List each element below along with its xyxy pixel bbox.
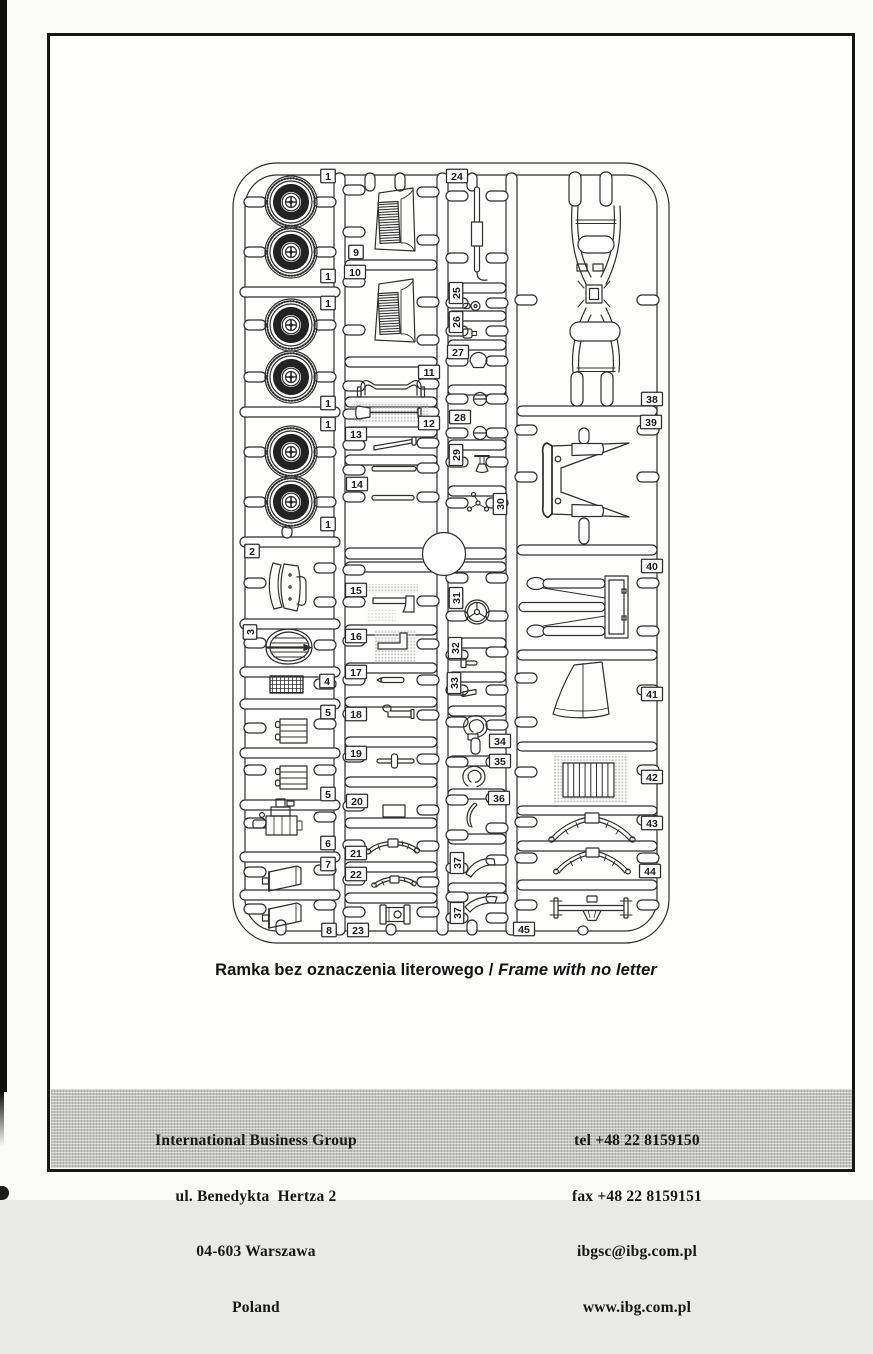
part-label-16 [346,629,367,643]
part-label-31 [449,588,463,609]
part-label-42 [642,770,663,784]
part-label-34 [490,734,511,748]
part-13-rod [374,437,416,450]
svg-text:8: 8 [326,924,332,937]
svg-text:27: 27 [452,346,464,359]
svg-text:29: 29 [450,449,463,461]
scan-edge-blob [0,1186,9,1200]
svg-text:30: 30 [494,498,507,510]
svg-text:6: 6 [325,837,331,850]
part-43-leaf-spring [549,813,635,842]
part-2-seat [269,563,306,611]
svg-text:41: 41 [646,688,658,701]
svg-text:14: 14 [351,478,363,491]
part-14-rods [372,467,416,501]
part-36-bent-rod [467,803,477,827]
svg-text:22: 22 [350,868,362,881]
diagram-caption [32,961,840,980]
svg-text:18: 18 [350,708,362,721]
part-label-5 [321,705,336,719]
svg-text:3: 3 [244,629,257,635]
mold-circle [423,533,466,576]
part-31-steering-wheel [465,600,489,624]
svg-text:31: 31 [450,592,463,604]
svg-text:1: 1 [325,170,331,183]
part-9-radiator-shell [375,188,415,251]
part-label-22 [346,867,367,881]
part-label-13 [346,427,367,441]
part-23-drum [380,905,410,924]
svg-text:5: 5 [325,706,331,719]
part-label-1 [321,396,336,410]
svg-text:7: 7 [325,858,331,871]
part-5-louver-panel-a [276,719,308,743]
part-21-leaf-spring [366,839,420,854]
svg-text:37: 37 [451,907,464,919]
svg-text:13: 13 [350,428,362,441]
part-3-grille-shell [266,629,312,664]
part-label-35 [490,754,511,768]
part-label-33 [447,673,461,694]
svg-text:1: 1 [325,270,331,283]
svg-text:44: 44 [644,865,656,878]
svg-text:36: 36 [493,792,505,805]
part-38-chassis-frame [569,172,620,406]
svg-text:1: 1 [325,518,331,531]
part-label-24 [447,169,468,183]
svg-text:37: 37 [451,857,464,869]
wheel-drawing [265,476,317,528]
part-42-radiator-core [553,754,628,803]
part-label-14 [347,477,368,491]
svg-text:11: 11 [423,366,435,379]
part-label-3 [243,625,257,640]
part-41-cowl [553,662,609,718]
wheel-drawing [265,351,317,403]
part-label-27 [448,345,469,359]
part-27-half-dome [470,353,487,368]
part-label-38 [642,392,663,406]
wheel-drawing [265,226,317,278]
part-label-9 [349,245,364,259]
part-label-5 [321,787,336,801]
part-10-radiator-shell [375,279,415,342]
footer-band [51,1089,852,1316]
svg-text:19: 19 [350,747,362,760]
svg-text:42: 42 [646,771,658,784]
svg-text:1: 1 [325,397,331,410]
part-11-bumper [358,381,425,397]
svg-text:20: 20 [351,795,363,808]
scan-edge-strip [0,0,7,1092]
part-4-mesh-panel [270,676,303,693]
part-label-1 [321,169,336,183]
caption-polish: Ramka bez oznaczenia literowego [215,961,485,979]
wheel-drawing [265,176,317,228]
part-label-20 [347,794,368,808]
svg-text:1: 1 [325,297,331,310]
part-label-32 [448,638,462,659]
svg-text:21: 21 [350,847,362,860]
caption-separator: / [484,961,499,979]
part-45-front-axle [550,896,632,921]
part-label-7 [321,857,336,871]
part-1-wheels [265,176,317,528]
svg-text:1: 1 [325,418,331,431]
svg-text:10: 10 [349,266,361,279]
part-15-lever [366,584,418,623]
part-20-plate [383,805,405,817]
part-label-8 [322,923,337,937]
footer-country: Poland [232,1298,280,1316]
svg-text:15: 15 [350,584,362,597]
part-label-1 [321,296,336,310]
svg-text:2: 2 [249,545,255,558]
part-label-11 [419,365,440,379]
svg-text:33: 33 [448,677,461,689]
svg-text:24: 24 [451,170,463,183]
part-label-29 [449,445,463,466]
svg-text:12: 12 [423,417,435,430]
part-22-leaf-spring [372,876,416,887]
svg-text:17: 17 [350,666,362,679]
sprue-diagram [227,155,675,951]
part-label-25 [449,283,463,304]
wheel-drawing [265,299,317,351]
svg-text:43: 43 [646,817,658,830]
part-label-45 [514,922,535,936]
svg-text:45: 45 [518,923,530,936]
footer-company: International Business Group [155,1132,357,1149]
part-label-44 [640,864,661,878]
svg-text:16: 16 [350,630,362,643]
part-label-41 [642,687,663,701]
part-44-leaf-spring [554,848,631,874]
part-label-4 [320,674,335,688]
part-label-1 [321,269,336,283]
footer-contact-block [462,1095,812,1354]
part-label-10 [345,265,366,279]
part-label-1 [321,517,336,531]
footer-city: 04-603 Warszawa [196,1243,316,1260]
part-40-subframe [519,576,628,638]
svg-text:32: 32 [449,642,462,654]
part-label-26 [449,312,463,333]
part-34-shackle [464,716,487,740]
part-5-louver-panel-b [276,766,308,789]
part-label-6 [321,836,336,850]
part-17-pin [377,678,404,683]
part-label-17 [346,665,367,679]
part-16-bracket [374,631,416,663]
part-label-15 [346,583,367,597]
part-label-37 [450,903,464,924]
part-24-long-rod [472,187,488,280]
svg-text:23: 23 [352,924,364,937]
footer-website: www.ibg.com.pl [582,1298,692,1316]
svg-text:4: 4 [324,675,330,688]
svg-text:26: 26 [450,316,463,328]
svg-text:35: 35 [494,755,506,768]
part-12-shovel [354,402,428,422]
part-label-21 [346,846,367,860]
part-label-19 [346,746,367,760]
svg-text:40: 40 [646,560,658,573]
part-label-30 [493,494,507,515]
caption-english: Frame with no letter [498,961,657,979]
footer-fax: fax +48 22 8159151 [572,1187,702,1205]
svg-text:34: 34 [494,735,506,748]
scan-edge-fade [0,1092,4,1147]
part-label-2 [245,544,260,558]
part-39-floor-pan [543,443,629,518]
part-label-12 [419,416,440,430]
part-label-40 [642,559,663,573]
part-label-43 [642,816,663,830]
footer-address-block [81,1095,431,1354]
svg-text:9: 9 [353,246,359,259]
wheel-drawing [265,426,317,478]
svg-text:25: 25 [450,287,463,299]
footer-street: ul. Benedykta Hertza 2 [175,1187,337,1205]
svg-text:5: 5 [325,788,331,801]
part-label-18 [346,707,367,721]
part-label-28 [450,410,471,424]
part-28-caps [474,393,487,440]
svg-text:28: 28 [454,411,466,424]
part-19-rod-with-sleeve [377,754,414,768]
part-label-1 [321,417,336,431]
part-label-39 [641,415,662,429]
svg-text:39: 39 [645,416,657,429]
footer-email: ibgsc@ibg.com.pl [576,1243,698,1260]
footer-tel: tel +48 22 8159150 [574,1132,700,1149]
part-label-36 [489,791,510,805]
part-7-horn-funnel [263,866,302,891]
svg-text:38: 38 [646,393,658,406]
part-label-23 [348,923,369,937]
part-label-37 [450,853,464,874]
